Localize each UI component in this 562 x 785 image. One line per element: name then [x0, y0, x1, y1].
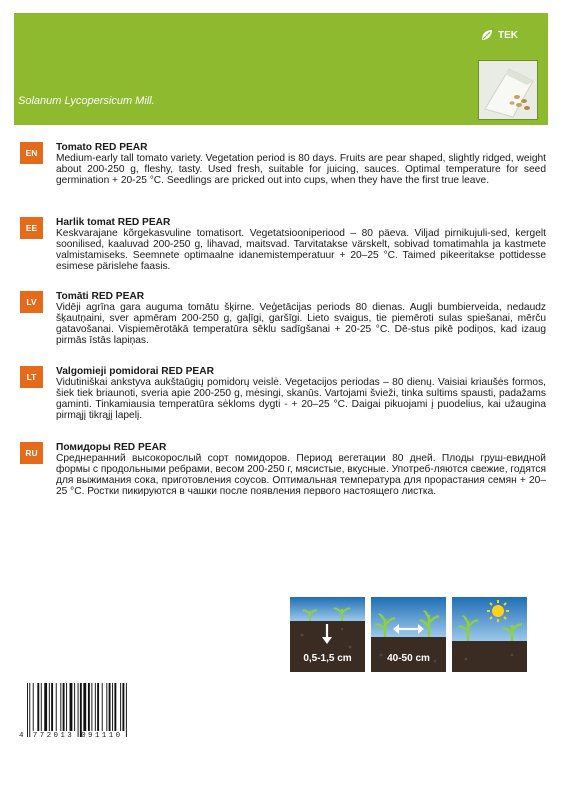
- sowing-depth-pictogram: [290, 597, 365, 672]
- latin-name: Solanum Lycopersicum Mill.: [18, 95, 155, 107]
- plant-spacing-label: 40-50 cm: [387, 653, 430, 664]
- brand-logo: [480, 28, 518, 42]
- section-body: Vidutiniškai ankstyva aukštaūgių pomidorų veislė. Vegetacijos periodas – 80 dienų. Vaisiai kriaušės formos, šiek tiek briaunoti, sveria apie 200-250 g, mėsingi, skanūs. Vartojami švieži, tinka sultims spausti, padažams gaminti. Tinkamiausia temperatūra sėkloms dygti - + 20–25 °C. Daigai pikuojami į puodelius, kai užaugina pirmąjį tikrąjį lapelį.: [56, 377, 546, 421]
- section-body: Vidēji agrīna gara auguma tomātu šķirne. Veģetācijas periods 80 dienas. Augļi bumbierveida, nedaudz šķautņaini, sver apmēram 200-250 g, gaļīgi, garšīgi. Lieto svaigus, tie piemēroti sulas spiešanai, mērču gatavošanai. Vispiemērotākā temperatūra sēklu sadīgšanai + 20-25 °C. Dē-stus pikē podiņos, kad izaug pirmās īstās lapiņas.: [56, 302, 546, 346]
- seed-packet-image: [478, 60, 538, 120]
- plant-spacing-pictogram: [371, 597, 446, 672]
- section-title: Harlik tomat RED PEAR: [56, 217, 171, 228]
- section-text: [56, 142, 546, 186]
- sowing-depth-label: 0,5-1,5 cm: [303, 653, 352, 664]
- section-title: Tomato RED PEAR: [56, 142, 148, 153]
- section-text: [56, 291, 546, 346]
- sunlight-pictogram: [452, 597, 527, 672]
- section-title: Valgomieji pomidorai RED PEAR: [56, 366, 214, 377]
- brand-name: TEK: [498, 29, 518, 41]
- barcode-graphic: [25, 683, 133, 739]
- section-text: [56, 217, 546, 272]
- section-text: [56, 442, 546, 497]
- section-title: Помидоры RED PEAR: [56, 442, 167, 453]
- language-tag: RU: [20, 442, 43, 464]
- section-body: Keskvarajane kõrgekasvuline tomatisort. Vegetatsiooniperiood – 80 päeva. Viljad pirnikujuli-sed, kergelt soonilised, kaaluvad 200-250 g, lihavad, maitsvad. Tarvitatakse värskelt, sobivad tomatimahla ja kastmete valmistamiseks. Seemnete optimaalne idanemistemperatuur + 20–25 °C. Taimed pikeeritakse pottidesse esimese pärislehe faasis.: [56, 228, 546, 272]
- language-tag: LV: [20, 291, 43, 313]
- section-body: Medium-early tall tomato variety. Vegetation period is 80 days. Fruits are pear shaped, slightly ridged, weight about 200-250 g, fleshy, tasty. Used fresh, suitable for juicing, sauces. Optimal temperature for seed germination + 20-25 °C. Seedlings are pricked out into cups, when they have the first true leave.: [56, 153, 546, 186]
- header-band: [14, 13, 548, 125]
- barcode-digits: 4 772013 091110: [19, 732, 123, 740]
- language-tag: EE: [20, 217, 43, 239]
- section-title: Tomāti RED PEAR: [56, 291, 145, 302]
- language-tag: EN: [20, 142, 43, 164]
- leaf-icon: [480, 28, 494, 42]
- section-body: Среднеранний высокорослый сорт помидоров. Период вегетации 80 дней. Плоды груш-евидной формы с продольными ребрами, весом 200-250 г, мясистые, вкусные. Употреб-ляются свежие, годятся для выжимания сока, приготовления соусов. Оптимальная температура для прорастания семян + 20–25 °С. Ростки пикируются в чашки после появления первого настоящего листка.: [56, 453, 546, 497]
- language-tag: LT: [20, 366, 43, 388]
- section-text: [56, 366, 546, 421]
